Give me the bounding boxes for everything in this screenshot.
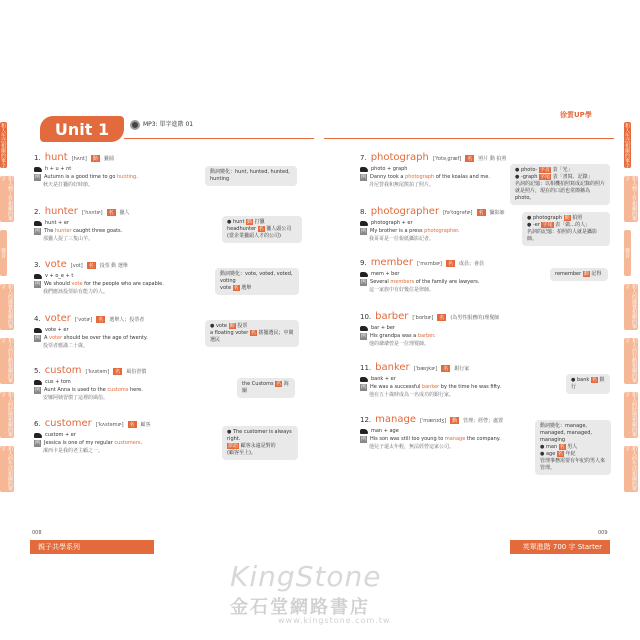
entry-word[interactable]: hunt <box>44 152 68 163</box>
entry-pos: 名 <box>115 369 121 375</box>
entry-number: 6. <box>34 420 41 428</box>
entry-word[interactable]: custom <box>44 365 82 376</box>
pos-tag: 動 <box>564 215 570 221</box>
note-text: 名詞的記憶：拍照的人就是攝影師。 <box>527 229 598 242</box>
example-translation: 潔西卡是我的老主顧之一。 <box>43 448 104 454</box>
example-translation: 他的爺爺曾是一位理髮師。 <box>369 341 430 347</box>
note-text: 表「書寫、記錄」 <box>552 174 593 180</box>
note-text: 動詞變化：vote, voted, voted, voting <box>220 271 293 284</box>
note-text: 銀行 <box>571 377 605 390</box>
example-highlight: customs <box>107 387 129 393</box>
example-translation: 秋天是打獵的好時節。 <box>43 182 94 188</box>
side-tab[interactable]: 和人的狀態相關的單字 <box>0 392 13 437</box>
note-bubble <box>215 268 299 295</box>
note-text: The customer is always right. <box>227 429 292 442</box>
example-text: . <box>140 440 143 446</box>
side-tab[interactable]: 和人物工作相關的單字 <box>0 176 13 221</box>
note-bubble: ● photo- 字首 表「光」 ● -graph 字尾 表「書寫、記錄」 名詞的記憶：以相機拍照寫成記錄的照片就是照片，現在的口語也常簡稱為 photo。 <box>510 164 610 205</box>
entry-word[interactable]: banker <box>375 362 410 373</box>
example-text: for the people who are capable. <box>82 281 164 287</box>
pos-tag: 名 <box>559 444 565 450</box>
example-tag: 例 <box>35 335 41 341</box>
speaker-icon[interactable] <box>360 221 368 226</box>
example-text: The <box>44 228 55 234</box>
entry-ipa: [vot] <box>70 263 83 269</box>
entry-formula: bank + er <box>371 376 396 382</box>
entry-formula: mem + ber <box>371 271 400 277</box>
example-highlight: vote <box>71 281 83 287</box>
header-rule <box>324 138 614 139</box>
pos-tag: 名 <box>250 330 256 336</box>
header-rule <box>124 138 314 139</box>
note-text: man <box>545 444 558 450</box>
entry-meaning: 獵人 <box>119 210 130 216</box>
entry-ipa: [ˈmɛmbɚ] <box>416 261 442 267</box>
example-text: He was a successful <box>370 384 422 390</box>
side-tab[interactable]: 和人的生活相關的單字 <box>0 446 13 491</box>
note-text: (當企業獵頭人才的公司) <box>227 233 281 239</box>
side-tab[interactable]: 和人物工作相關的單字 <box>624 176 637 221</box>
pos-tag: 動 <box>583 271 589 277</box>
entry-word[interactable]: hunter <box>44 206 78 217</box>
example-text: of the koalas and me. <box>434 174 490 180</box>
pos-tag: 動 <box>247 219 253 225</box>
example-text: Aunt Anna is used to the <box>44 387 108 393</box>
vocab-entry <box>360 206 520 242</box>
side-tab[interactable]: 和人的狀態相關的單字 <box>624 392 637 437</box>
example-translation: 我們應該投票給有能力的人。 <box>43 289 109 295</box>
entry-formula: cus + tom <box>45 379 71 385</box>
pos-tag: 諺語 <box>228 443 239 449</box>
example-text: Autumn is a good time to go <box>44 174 117 180</box>
example-tag: 例 <box>35 228 41 234</box>
example-sentence <box>370 333 436 340</box>
watermark-url: www.kingstone.com.tw <box>278 616 391 625</box>
note-text: 海關 <box>242 381 289 394</box>
note-bubble: 動詞變化：manage, managed, managed, managing ● man 名 男人 ● age 名 年紀 管理事務需要有年紀的男人來管理。 <box>535 420 611 475</box>
entry-pos: 動 <box>452 418 458 424</box>
example-text: by the time he was fifty. <box>439 384 501 390</box>
entry-number: 5. <box>34 367 41 375</box>
entry-pos: 名 <box>108 210 114 216</box>
example-translation: 這一家族中有好幾位是律師。 <box>369 287 435 293</box>
speaker-icon[interactable] <box>360 272 368 277</box>
entry-word[interactable]: photographer <box>370 206 440 217</box>
example-sentence <box>370 384 501 391</box>
entry-formula: custom + er <box>45 432 76 438</box>
entry-meaning: 管理；經營；處置 <box>463 418 504 424</box>
example-text: . <box>136 174 138 180</box>
note-text: 動詞變化：hunt, hunted, hunted, hunting <box>210 169 290 182</box>
note-text: photo- <box>520 167 538 173</box>
entry-word[interactable]: photograph <box>370 152 429 163</box>
note-text: headhunter <box>227 226 257 232</box>
note-text: age <box>545 451 556 457</box>
entry-number: 8. <box>360 208 367 216</box>
side-tab[interactable]: 和人的感覺相關的單字 <box>624 284 637 329</box>
example-translation: 他兒子還太年輕，無法經營這家公司。 <box>369 444 455 450</box>
example-sentence <box>44 174 138 181</box>
speaker-icon[interactable] <box>34 167 42 172</box>
note-text: 名詞的記憶：以相機拍照寫成記錄的照片就是照片，現在的口語也常簡稱為 photo。 <box>515 181 606 201</box>
entry-meaning: 風俗習慣 <box>126 369 147 375</box>
entry-number: 9. <box>360 259 367 267</box>
entry-word[interactable]: vote <box>44 259 67 270</box>
entry-meaning: (為男性服務的)理髮師 <box>450 315 500 321</box>
example-highlight: photograph <box>405 174 435 180</box>
entry-word[interactable]: member <box>370 257 413 268</box>
entry-ipa: [ˈbɑrbɚ] <box>412 315 434 321</box>
side-tab[interactable]: 和人的生活相關的單字 <box>624 446 637 491</box>
note-bubble: ● photograph 動 拍照 ● -er 字尾 表「做…的人」 名詞的記憶：拍照的人就是攝影師。 <box>522 212 610 246</box>
note-text: 拍照 <box>572 215 583 221</box>
example-text: caught three goats. <box>71 228 123 234</box>
example-highlight: hunting <box>116 174 137 180</box>
entry-formula: man + age <box>371 428 399 434</box>
example-text: His son was still too young to <box>370 436 445 442</box>
entry-ipa: [ˈkʌstəm] <box>85 369 110 375</box>
pos-tag: 名 <box>557 451 563 457</box>
side-tab[interactable]: 和人的行動相關的單字 <box>0 338 13 383</box>
note-bubble <box>237 378 295 398</box>
entry-number: 10. <box>360 313 372 321</box>
vocab-entry <box>360 414 520 450</box>
vocab-entry <box>360 152 520 188</box>
speaker-icon[interactable] <box>34 221 42 226</box>
example-translation: 投票者應滿二十歲。 <box>43 343 89 349</box>
example-tag: 例 <box>35 440 41 446</box>
note-bubble: ● The customer is always right. 諺語 顧客永遠是對的 (顧客至上)。 <box>222 426 298 460</box>
note-text: bank <box>576 377 590 383</box>
vocab-entry <box>34 313 194 349</box>
note-text: 打獵 <box>254 219 265 225</box>
example-tag: 例 <box>35 387 41 393</box>
note-text: 投票 <box>237 323 248 329</box>
example-text: Danny took a <box>370 174 406 180</box>
example-text: . <box>433 333 436 339</box>
example-sentence <box>370 174 490 181</box>
right-side-tabs <box>624 122 640 500</box>
example-sentence <box>370 436 501 443</box>
note-text: -graph <box>520 174 538 180</box>
corner-title: 徐質UP學 <box>560 111 592 119</box>
example-sentence <box>44 440 142 447</box>
pos-tag: 名 <box>276 381 282 387</box>
entry-pos: 名 <box>98 317 104 323</box>
example-text: A <box>44 335 50 341</box>
note-text: vote <box>215 323 228 329</box>
pos-tag: 字尾 <box>540 174 551 180</box>
example-tag: 例 <box>361 174 367 180</box>
entry-number: 1. <box>34 154 41 162</box>
entry-formula: hunt + er <box>45 220 69 226</box>
side-tab[interactable]: 聲音 <box>0 230 7 276</box>
entry-ipa: [fəˈtɑgrəfɚ] <box>443 210 473 216</box>
side-tab[interactable]: 和人的行動相關的單字 <box>624 338 637 383</box>
entry-formula: photo + graph <box>371 166 408 172</box>
speaker-icon[interactable] <box>360 429 368 434</box>
side-tab[interactable]: 和人的感覺相關的單字 <box>0 284 13 329</box>
example-tag: 例 <box>361 279 367 285</box>
note-text: 表「做…的人」 <box>555 222 591 228</box>
entry-pos: 名 <box>478 210 484 216</box>
note-bubble: ● bank 名 銀行 <box>566 374 610 394</box>
entry-ipa: [ˈhʌntɚ] <box>81 210 103 216</box>
example-tag: 例 <box>35 174 41 180</box>
example-text: Several <box>370 279 391 285</box>
entry-meaning: 照片 動 拍照 <box>478 156 507 162</box>
example-sentence <box>44 387 143 394</box>
example-sentence <box>370 228 459 235</box>
note-text: 表「光」 <box>552 167 573 173</box>
example-highlight: photographer <box>424 228 458 234</box>
example-text: here. <box>128 387 143 393</box>
example-text: My brother is a press <box>370 228 425 234</box>
page-number: 008 <box>32 530 42 536</box>
entry-pos: 名 <box>88 263 94 269</box>
entry-formula: h + u + nt <box>45 166 72 172</box>
entry-number: 4. <box>34 315 41 323</box>
series-footer: 親子共學系列 <box>30 540 154 554</box>
note-bubble: ● hunt 動 打獵 headhunter 名 獵人頭公司 (當企業獵頭人才的公司) <box>222 216 302 243</box>
entry-ipa: [ˈkʌstəmɚ] <box>95 422 124 428</box>
speaker-icon[interactable] <box>360 326 368 331</box>
example-sentence <box>44 228 122 235</box>
cd-icon[interactable] <box>130 120 140 130</box>
vocab-entry <box>360 257 520 293</box>
example-text: . <box>457 228 460 234</box>
pos-tag: 字尾 <box>542 222 553 228</box>
note-text: 年紀 <box>565 451 576 457</box>
note-text: the Customs <box>242 381 274 387</box>
entry-meaning: 成員；會員 <box>458 261 484 267</box>
pos-tag: 名 <box>233 285 239 291</box>
entry-formula: bar + ber <box>371 325 395 331</box>
note-bubble <box>205 166 297 186</box>
example-highlight: manage <box>444 436 466 442</box>
example-text: His grandpa was a <box>370 333 418 339</box>
entry-meaning: 選舉人；投票者 <box>109 317 145 323</box>
entry-number: 3. <box>34 261 41 269</box>
example-text: of the family are lawyers. <box>414 279 480 285</box>
note-text: 管理事務需要有年紀的男人來管理。 <box>540 458 606 471</box>
entry-meaning: 投票 動 選舉 <box>99 263 128 269</box>
note-text: 動詞變化：manage, managed, managed, managing <box>540 423 592 443</box>
entry-pos: 動 <box>92 156 98 162</box>
example-tag: 例 <box>361 333 367 339</box>
entry-formula: v + o_e + t <box>45 273 74 279</box>
note-text: 選舉 <box>241 285 252 291</box>
entry-ipa: [hʌnt] <box>71 156 87 162</box>
example-tag: 例 <box>361 436 367 442</box>
entry-pos: 名 <box>467 156 473 162</box>
entry-meaning: 攝影師 <box>489 210 505 216</box>
watermark-logo: KingStone <box>230 560 382 593</box>
speaker-icon[interactable] <box>360 377 368 382</box>
entry-word[interactable]: barber <box>375 311 409 322</box>
entry-pos: 名 <box>443 366 449 372</box>
note-text: 記得 <box>591 271 602 277</box>
note-text: -er <box>532 222 540 228</box>
example-highlight: banker <box>421 384 440 390</box>
pos-tag: 名 <box>591 377 597 383</box>
entry-pos: 名 <box>439 315 445 321</box>
entry-number: 2. <box>34 208 41 216</box>
example-text: Jessica is one of my regular <box>44 440 115 446</box>
example-text: We should <box>44 281 72 287</box>
pos-tag: 名 <box>258 226 264 232</box>
unit-title: Unit 1 <box>40 116 124 142</box>
example-tag: 例 <box>361 228 367 234</box>
entry-pos: 名 <box>129 422 135 428</box>
entry-ipa: [ˈvotɚ] <box>74 317 93 323</box>
example-translation: 那獵人捉了三隻山羊。 <box>43 236 94 242</box>
example-tag: 例 <box>35 281 41 287</box>
entry-number: 11. <box>360 364 372 372</box>
watermark-cn: 金石堂網路書店 <box>230 597 370 618</box>
left-side-tabs <box>0 122 16 500</box>
note-text: 顧客永遠是對的 <box>240 443 276 449</box>
example-sentence <box>370 279 479 286</box>
entry-word[interactable]: voter <box>44 313 71 324</box>
entry-number: 7. <box>360 154 367 162</box>
entry-word[interactable]: customer <box>44 418 92 429</box>
vocab-entry <box>34 206 194 242</box>
vocab-entry <box>360 362 520 398</box>
entry-formula: photograph + er <box>371 220 413 226</box>
example-text: should be over the age of twenty. <box>62 335 148 341</box>
note-bubble <box>550 268 608 281</box>
note-text: vote <box>220 285 232 291</box>
entry-meaning: 銀行家 <box>454 366 470 372</box>
speaker-icon[interactable] <box>34 328 42 333</box>
entry-meaning: 獵捕 <box>103 156 114 162</box>
example-sentence <box>44 335 148 342</box>
pos-tag: 動 <box>229 323 235 329</box>
speaker-icon[interactable] <box>34 274 42 279</box>
note-text: a floating voter <box>210 330 249 336</box>
vocab-entry <box>34 152 194 188</box>
example-translation: 他在五十歲時成為一名成功的銀行家。 <box>369 392 455 398</box>
speaker-icon[interactable] <box>34 380 42 385</box>
example-translation: 安娜阿姨習慣了這裡的風俗。 <box>43 395 109 401</box>
side-tab[interactable]: 和人生活相關的單字 <box>624 122 630 168</box>
pos-tag: 字首 <box>539 167 550 173</box>
note-text: photograph <box>532 215 563 221</box>
example-tag: 例 <box>361 384 367 390</box>
entry-pos: 名 <box>447 261 453 267</box>
book-footer: 英單進階 700 字 Starter <box>510 540 610 554</box>
side-tab[interactable]: 和人生活相關的單字 <box>0 122 6 168</box>
example-highlight: customers <box>114 440 141 446</box>
entry-ipa: [ˈmænɪdʒ] <box>419 418 447 424</box>
vocab-entry <box>34 418 194 454</box>
entry-number: 12. <box>360 416 372 424</box>
note-text: 男人 <box>567 444 578 450</box>
example-text: the company. <box>465 436 501 442</box>
example-highlight: barber <box>417 333 434 339</box>
example-sentence <box>44 281 164 288</box>
note-text: remember <box>555 271 582 277</box>
note-text: 搖擺選民；中間選民 <box>210 330 294 343</box>
mp3-label: MP3: 單字進階 01 <box>143 121 194 128</box>
entry-meaning: 顧客 <box>140 422 151 428</box>
example-highlight: members <box>390 279 415 285</box>
entry-formula: vote + er <box>45 327 69 333</box>
vocab-entry <box>360 311 520 347</box>
vocab-entry <box>34 365 194 401</box>
speaker-icon[interactable] <box>360 167 368 172</box>
entry-ipa: [ˈbæŋkɚ] <box>413 366 438 372</box>
page-number: 009 <box>598 530 608 536</box>
entry-word[interactable]: manage <box>375 414 416 425</box>
speaker-icon[interactable] <box>34 433 42 438</box>
side-tab[interactable]: 聲音 <box>624 230 631 276</box>
example-highlight: hunter <box>54 228 72 234</box>
entry-ipa: [ˈfotəˌgræf] <box>432 156 462 162</box>
example-translation: 我哥哥是一位報紙攝影記者。 <box>369 236 435 242</box>
note-bubble: ● vote 動 投票 a floating voter 名 搖擺選民；中間選民 <box>205 320 299 347</box>
note-text: hunt <box>232 219 245 225</box>
example-translation: 丹尼替我和無尾熊拍了照片。 <box>369 182 435 188</box>
example-highlight: voter <box>49 335 63 341</box>
note-text: 獵人頭公司 <box>266 226 292 232</box>
note-text: (顧客至上)。 <box>227 450 256 456</box>
vocab-entry <box>34 259 194 295</box>
